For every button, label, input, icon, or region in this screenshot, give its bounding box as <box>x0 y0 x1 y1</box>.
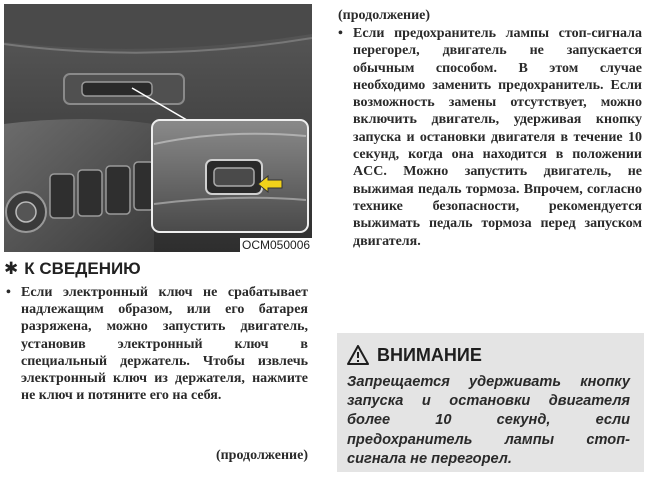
dashboard-illustration <box>4 4 312 252</box>
zoom-inset <box>152 120 308 232</box>
left-continued-label: (продолжение) <box>215 448 308 463</box>
right-text: Если предохранитель лампы стоп-сигнала перегорел, двигатель не запускается обычным способом. В этом случае необходимо заменить предохранитель. Если возможность замены отсутствует, можно включить двигатель, удерживая кнопку запуска и остановки двигателя в течение 10 секунд, когда она находится в положении ACC. Можно запустить двигатель, не выжимая педаль тормоза. Впрочем, согласно технике безопасности, рекомендуется выжимать педаль тормоза перед запуском двигателя. <box>353 26 642 249</box>
note-text: Если электронный ключ не срабатывает надлежащим образом, или его батарея разряжена, можно запустить двигатель, установив электронный ключ в специальный держатель. Чтобы извлечь электронный ключ из держателя, нажмите не ключ и потяните его на себя. <box>21 285 308 404</box>
warning-box <box>337 333 644 472</box>
right-body <box>338 25 642 250</box>
asterisk-icon: ✱ <box>4 259 19 278</box>
warning-title: ВНИМАНИЕ <box>377 344 482 365</box>
right-continued-label: (продолжение) <box>338 8 431 23</box>
warning-text: Запрещается удерживать кнопку запуска и остановки двигателя более 10 секунд, если предохранитель лампы стоп-сигнала не перегорел. <box>347 374 630 467</box>
list-item <box>6 284 308 404</box>
note-heading <box>4 256 312 282</box>
note-body <box>6 284 308 404</box>
bullet-icon: • <box>338 26 343 41</box>
note-title: К СВЕДЕНИЮ <box>24 259 141 278</box>
figure-caption: OCM050006 <box>242 238 311 252</box>
bullet-icon: • <box>6 285 11 300</box>
dashboard-drawing <box>4 4 312 252</box>
warning-triangle-icon <box>347 345 369 365</box>
list-item <box>338 25 642 250</box>
warning-header <box>347 343 630 367</box>
